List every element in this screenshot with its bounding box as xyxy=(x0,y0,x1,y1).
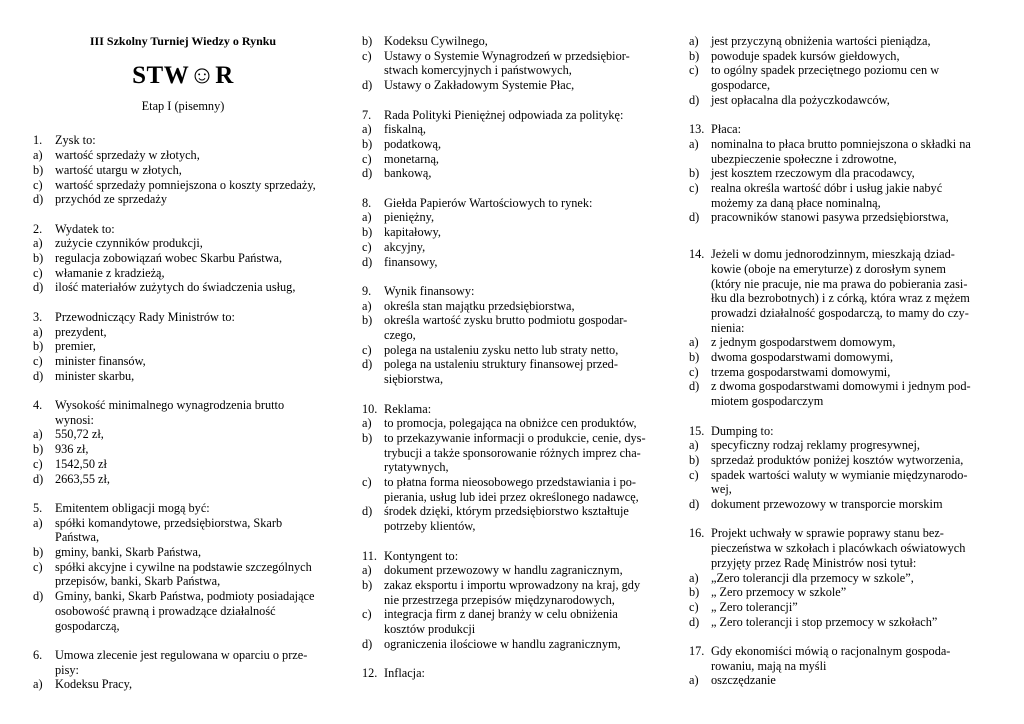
question-text: Wysokość minimalnego wynagrodzenia brutto wynosi: xyxy=(55,398,285,427)
question-number: 1. xyxy=(33,133,43,148)
answer-option xyxy=(689,365,989,380)
answer-option xyxy=(33,560,333,589)
question-line xyxy=(33,501,333,516)
answer-option xyxy=(689,137,989,166)
answer-option xyxy=(689,49,989,64)
answer-letter: d) xyxy=(362,504,373,519)
answer-letter: c) xyxy=(362,239,372,254)
answer-option xyxy=(689,210,989,225)
answer-letter: a) xyxy=(362,298,372,313)
answer-text: to ogólny spadek przeciętnego poziomu cen w gospodarce, xyxy=(711,63,940,93)
answer-option xyxy=(362,166,658,181)
answer-text: oszczędzanie xyxy=(711,673,776,688)
answer-letter: b) xyxy=(33,442,44,457)
answer-letter: d) xyxy=(33,192,44,207)
answer-option xyxy=(362,416,658,431)
answer-letter: d) xyxy=(689,614,700,629)
question-block xyxy=(362,284,658,387)
question-number: 9. xyxy=(362,283,372,298)
answer-text: środek dzięki, którym przedsiębiorstwo kształtuje potrzeby klientów, xyxy=(384,504,629,534)
answer-letter: b) xyxy=(362,225,373,240)
question-line xyxy=(689,644,989,673)
answer-letter: d) xyxy=(689,379,700,394)
answer-text: spółki komandytowe, przedsiębiorstwa, Skarb Państwa, xyxy=(55,515,283,545)
answer-text: podatkową, xyxy=(384,136,442,151)
question-block xyxy=(689,34,989,108)
answer-letter: a) xyxy=(33,515,43,530)
question-line xyxy=(689,122,989,137)
header-spacer xyxy=(33,113,333,133)
answer-option xyxy=(689,34,989,49)
answer-option xyxy=(689,585,989,600)
answer-letter: c) xyxy=(362,475,372,490)
tournament-title: III Szkolny Turniej Wiedzy o Rynku xyxy=(89,34,277,48)
answer-letter: a) xyxy=(689,570,699,585)
answer-text: nominalna to płaca brutto pomniejszona o składki na ubezpieczenie społeczne i zdrowotne, xyxy=(711,136,971,166)
question-number: 17. xyxy=(689,644,705,659)
question-line xyxy=(33,222,333,237)
question-text: Wynik finansowy: xyxy=(384,283,475,298)
question-block xyxy=(33,222,333,296)
answer-letter: b) xyxy=(689,585,700,600)
answer-text: ilość materiałów zużytych do świadczenia usług, xyxy=(55,280,296,295)
question-text: Rada Polityki Pieniężnej odpowiada za politykę: xyxy=(384,107,624,122)
answer-option xyxy=(33,148,333,163)
answer-text: ograniczenia ilościowe w handlu zagranicznym, xyxy=(384,636,621,651)
question-text: Wydatek to: xyxy=(55,221,115,236)
answer-letter: d) xyxy=(362,254,373,269)
answer-text: trzema gospodarstwami domowymi, xyxy=(711,364,891,379)
answer-option xyxy=(33,339,333,354)
answer-option xyxy=(362,475,658,504)
answer-letter: a) xyxy=(689,673,699,688)
answer-letter: d) xyxy=(689,497,700,512)
answer-option xyxy=(33,472,333,487)
answer-option xyxy=(362,210,658,225)
answer-letter: c) xyxy=(689,181,699,196)
question-block xyxy=(33,501,333,633)
answer-letter: a) xyxy=(362,122,372,137)
question-block xyxy=(689,526,989,629)
column-2 xyxy=(362,34,658,696)
answer-option xyxy=(33,457,333,472)
answer-letter: d) xyxy=(689,210,700,225)
answer-text: monetarną, xyxy=(384,151,439,166)
question-number: 15. xyxy=(689,423,705,438)
question-number: 7. xyxy=(362,107,372,122)
answer-text: wartość sprzedaży pomniejszona o koszty sprzedaży, xyxy=(55,177,316,192)
question-line xyxy=(33,398,333,427)
question-block xyxy=(33,648,333,692)
question-line xyxy=(33,310,333,325)
question-number: 6. xyxy=(33,647,43,662)
answer-letter: c) xyxy=(689,63,699,78)
answer-letter: b) xyxy=(362,136,373,151)
answer-letter: c) xyxy=(33,177,43,192)
column-1 xyxy=(33,34,333,707)
answer-text: 936 zł, xyxy=(55,442,89,457)
answer-option xyxy=(689,379,989,408)
answer-option xyxy=(689,571,989,586)
answer-letter: d) xyxy=(362,166,373,181)
answer-text: minister finansów, xyxy=(55,353,146,368)
answer-option xyxy=(362,240,658,255)
question-block xyxy=(689,644,989,688)
question-number: 2. xyxy=(33,221,43,236)
question-line xyxy=(33,648,333,677)
answer-option xyxy=(362,34,658,49)
answer-letter: c) xyxy=(362,607,372,622)
answer-option xyxy=(362,122,658,137)
answer-text: włamanie z kradzieżą, xyxy=(55,265,165,280)
answer-letter: d) xyxy=(362,636,373,651)
answer-option xyxy=(362,563,658,578)
question-number: 13. xyxy=(689,122,705,137)
answer-text: to przekazywanie informacji o produkcie, cenie, dys- trybucji a także sponsorowanie różnych imprez cha- rytatywnych, xyxy=(384,430,646,475)
answer-option xyxy=(362,299,658,314)
answer-option xyxy=(33,442,333,457)
questions-col3 xyxy=(689,34,989,688)
answer-letter: a) xyxy=(33,236,43,251)
answer-option xyxy=(362,343,658,358)
answer-text: to promocja, polegająca na obniżce cen produktów, xyxy=(384,416,637,431)
answer-letter: b) xyxy=(689,48,700,63)
answer-letter: d) xyxy=(362,78,373,93)
answer-text: pracowników stanowi pasywa przedsiębiorstwa, xyxy=(711,210,949,225)
answer-text: 1542,50 zł xyxy=(55,456,107,471)
answer-letter: c) xyxy=(33,353,43,368)
answer-option xyxy=(33,369,333,384)
question-text: Przewodniczący Rady Ministrów to: xyxy=(55,309,235,324)
answer-letter: c) xyxy=(689,467,699,482)
question-block xyxy=(362,402,658,534)
question-number: 16. xyxy=(689,526,705,541)
answer-text: zużycie czynników produkcji, xyxy=(55,236,203,251)
answer-letter: a) xyxy=(689,438,699,453)
question-line xyxy=(362,196,658,211)
answer-text: specyficzny rodzaj reklamy progresywnej, xyxy=(711,438,920,453)
question-line xyxy=(689,526,989,570)
answer-text: realna określa wartość dóbr i usług jakie nabyć możemy za daną płace nominalną, xyxy=(711,181,943,210)
answer-option xyxy=(362,137,658,152)
question-block xyxy=(362,196,658,270)
answer-option xyxy=(362,78,658,93)
question-text: Emitentem obligacji mogą być: xyxy=(55,500,210,515)
column-3 xyxy=(689,34,989,703)
question-line xyxy=(362,108,658,123)
answer-text: to płatna forma nieosobowego przedstawiania i po- pierania, usług lub idei przez określonego nadawcę, xyxy=(384,475,639,504)
answer-letter: c) xyxy=(362,151,372,166)
question-text: Jeżeli w domu jednorodzinnym, mieszkają dziad- kowie (oboje na emeryturze) z dorosłym synem (który nie pracuje, nie ma prawa do pobierania zasi- łku dla bezrobotnych) i z córką, która wraz z mężem prowadzi działalność gospodarczą, to mamy do czy- nienia: xyxy=(711,247,970,335)
question-text: Reklama: xyxy=(384,401,432,416)
answer-letter: c) xyxy=(33,265,43,280)
answer-letter: d) xyxy=(362,357,373,372)
answer-option xyxy=(362,607,658,636)
question-block xyxy=(362,549,658,652)
answer-text: powoduje spadek kursów giełdowych, xyxy=(711,48,900,63)
answer-letter: d) xyxy=(33,589,44,604)
stwor-logo: STW☺R xyxy=(132,61,234,89)
question-text: Giełda Papierów Wartościowych to rynek: xyxy=(384,195,593,210)
answer-text: sprzedaż produktów poniżej kosztów wytworzenia, xyxy=(711,452,964,467)
answer-option xyxy=(33,280,333,295)
answer-letter: a) xyxy=(33,677,43,692)
question-text: Płaca: xyxy=(711,122,742,137)
question-text: Inflacja: xyxy=(384,666,425,681)
answer-text: polega na ustaleniu zysku netto lub straty netto, xyxy=(384,342,619,357)
answer-option xyxy=(362,255,658,270)
answer-text: z jednym gospodarstwem domowym, xyxy=(711,335,896,350)
answer-option xyxy=(33,427,333,442)
answer-text: dwoma gospodarstwami domowymi, xyxy=(711,350,894,365)
answer-text: polega na ustaleniu struktury finansowej przed- siębiorstwa, xyxy=(384,357,618,387)
questions-col2 xyxy=(362,34,658,681)
question-number: 8. xyxy=(362,195,372,210)
answer-text: akcyjny, xyxy=(384,239,426,254)
question-line xyxy=(33,133,333,148)
answer-letter: c) xyxy=(362,48,372,63)
answer-text: pieniężny, xyxy=(384,210,435,225)
answer-letter: c) xyxy=(33,456,43,471)
answer-letter: a) xyxy=(362,210,372,225)
question-text: Umowa zlecenie jest regulowana w oparciu o prze- pisy: xyxy=(55,647,308,677)
answer-text: fiskalną, xyxy=(384,122,427,137)
answer-option xyxy=(689,181,989,210)
answer-text: Ustawy o Zakładowym Systemie Płac, xyxy=(384,78,575,93)
question-line xyxy=(362,284,658,299)
answer-letter: b) xyxy=(689,166,700,181)
answer-text: gminy, banki, Skarb Państwa, xyxy=(55,545,202,560)
answer-option xyxy=(33,178,333,193)
answer-text: Gminy, banki, Skarb Państwa, podmioty posiadające osobowość prawną i prowadzące działalność gospodarczą, xyxy=(55,589,315,633)
answer-option xyxy=(362,357,658,386)
question-number: 3. xyxy=(33,309,43,324)
answer-letter: a) xyxy=(362,563,372,578)
answer-text: premier, xyxy=(55,339,96,354)
answer-letter: a) xyxy=(33,148,43,163)
answer-text: zakaz eksportu i importu wprowadzony na kraj, gdy nie przestrzega przepisów międzynarodowych, xyxy=(384,577,641,607)
answer-text: bankową, xyxy=(384,166,432,181)
answer-text: dokument przewozowy w handlu zagranicznym, xyxy=(384,563,623,578)
answer-text: określa stan majątku przedsiębiorstwa, xyxy=(384,298,575,313)
answer-text: spółki akcyjne i cywilne na podstawie szczególnych przepisów, banki, Skarb Państwa, xyxy=(55,559,312,589)
stage-label: Etap I (pisemny) xyxy=(141,98,225,113)
answer-option xyxy=(33,266,333,281)
questions-col1 xyxy=(33,133,333,692)
answer-letter: a) xyxy=(689,335,699,350)
answer-option xyxy=(689,453,989,468)
answer-letter: d) xyxy=(33,368,44,383)
answer-text: „ Zero tolerancji i stop przemocy w szkołach” xyxy=(711,614,938,629)
answer-letter: b) xyxy=(689,350,700,365)
answer-letter: b) xyxy=(33,339,44,354)
answer-letter: c) xyxy=(689,599,699,614)
question-block xyxy=(689,122,989,225)
question-block xyxy=(689,247,989,409)
answer-option xyxy=(362,578,658,607)
answer-text: kapitałowy, xyxy=(384,225,441,240)
answer-letter: b) xyxy=(33,545,44,560)
answer-option xyxy=(689,438,989,453)
question-block xyxy=(33,133,333,207)
answer-text: wartość utargu w złotych, xyxy=(55,162,182,177)
answer-option xyxy=(33,163,333,178)
answer-text: prezydent, xyxy=(55,324,107,339)
answer-letter: d) xyxy=(33,471,44,486)
answer-letter: a) xyxy=(362,416,372,431)
question-block xyxy=(689,424,989,512)
answer-text: wartość sprzedaży w złotych, xyxy=(55,148,200,163)
answer-option xyxy=(689,615,989,630)
question-number: 4. xyxy=(33,398,43,413)
answer-text: określa wartość zysku brutto podmiotu gospodar- czego, xyxy=(384,313,628,343)
answer-letter: a) xyxy=(689,136,699,151)
question-line xyxy=(362,666,658,681)
answer-text: „ Zero przemocy w szkole” xyxy=(711,585,847,600)
answer-option xyxy=(689,497,989,512)
answer-option xyxy=(689,335,989,350)
answer-text: Ustawy o Systemie Wynagrodzeń w przedsiębior- stwach komercyjnych i państwowych, xyxy=(384,48,630,78)
answer-letter: b) xyxy=(33,251,44,266)
answer-text: „Zero tolerancji dla przemocy w szkole”, xyxy=(711,570,914,585)
answer-option xyxy=(33,325,333,340)
answer-text: minister skarbu, xyxy=(55,368,135,383)
answer-text: dokument przewozowy w transporcie morskim xyxy=(711,497,943,512)
answer-option xyxy=(362,152,658,167)
question-block xyxy=(362,666,658,681)
answer-letter: b) xyxy=(362,313,373,328)
answer-option xyxy=(33,516,333,545)
answer-text: finansowy, xyxy=(384,254,438,269)
answer-letter: d) xyxy=(689,92,700,107)
answer-text: „ Zero tolerancji” xyxy=(711,599,798,614)
answer-option xyxy=(33,192,333,207)
answer-option xyxy=(689,468,989,497)
answer-option xyxy=(362,431,658,475)
answer-letter: d) xyxy=(33,280,44,295)
answer-text: Kodeksu Cywilnego, xyxy=(384,34,488,48)
answer-option xyxy=(689,673,989,688)
answer-option xyxy=(362,313,658,342)
answer-letter: a) xyxy=(33,324,43,339)
question-line xyxy=(362,549,658,564)
answer-option xyxy=(33,251,333,266)
question-number: 14. xyxy=(689,247,705,262)
answer-text: jest kosztem rzeczowym dla pracodawcy, xyxy=(711,166,915,181)
question-text: Zysk to: xyxy=(55,133,96,148)
answer-text: przychód ze sprzedaży xyxy=(55,192,167,207)
answer-option xyxy=(33,589,333,633)
answer-text: jest opłacalna dla pożyczkodawców, xyxy=(711,92,890,107)
answer-option xyxy=(689,166,989,181)
answer-letter: c) xyxy=(362,342,372,357)
answer-letter: b) xyxy=(33,162,44,177)
answer-letter: b) xyxy=(689,452,700,467)
question-number: 12. xyxy=(362,666,378,681)
question-block xyxy=(33,310,333,384)
question-text: Kontyngent to: xyxy=(384,548,459,563)
answer-letter: a) xyxy=(33,427,43,442)
question-text: Dumping to: xyxy=(711,423,774,438)
answer-option xyxy=(33,354,333,369)
answer-option xyxy=(362,504,658,533)
question-block xyxy=(362,34,658,93)
answer-option xyxy=(689,600,989,615)
answer-letter: b) xyxy=(362,430,373,445)
answer-option xyxy=(362,637,658,652)
answer-text: 2663,55 zł, xyxy=(55,471,110,486)
question-line xyxy=(362,402,658,417)
answer-letter: a) xyxy=(689,34,699,48)
answer-letter: c) xyxy=(689,364,699,379)
question-block xyxy=(33,398,333,486)
answer-option xyxy=(362,225,658,240)
answer-option xyxy=(33,545,333,560)
question-number: 11. xyxy=(362,548,377,563)
answer-text: 550,72 zł, xyxy=(55,427,104,442)
answer-text: Kodeksu Pracy, xyxy=(55,677,133,692)
answer-letter: b) xyxy=(362,34,373,48)
question-text: Gdy ekonomiści mówią o racjonalnym gospoda- rowaniu, mają na myśli xyxy=(711,644,951,673)
answer-text: z dwoma gospodarstwami domowymi i jednym pod- miotem gospodarczym xyxy=(711,379,971,409)
question-line xyxy=(689,247,989,335)
answer-option xyxy=(689,350,989,365)
question-block xyxy=(362,108,658,182)
answer-letter: c) xyxy=(33,559,43,574)
answer-option xyxy=(362,49,658,78)
answer-text: integracja firm z danej branży w celu obniżenia kosztów produkcji xyxy=(384,607,618,637)
answer-option xyxy=(33,677,333,692)
answer-letter: b) xyxy=(362,577,373,592)
answer-text: spadek wartości waluty w wymianie międzynarodo- wej, xyxy=(711,467,968,497)
answer-text: jest przyczyną obniżenia wartości pieniądza, xyxy=(711,34,931,48)
answer-option xyxy=(33,236,333,251)
question-number: 10. xyxy=(362,401,378,416)
question-number: 5. xyxy=(33,500,43,515)
question-line xyxy=(689,424,989,439)
answer-text: regulacja zobowiązań wobec Skarbu Państwa, xyxy=(55,251,283,266)
answer-option xyxy=(689,93,989,108)
question-text: Projekt uchwały w sprawie poprawy stanu bez- pieczeństwa w szkołach i placówkach oświatowych przyjęty przez Radę Ministrów nosi tytuł: xyxy=(711,526,966,570)
answer-option xyxy=(689,63,989,92)
